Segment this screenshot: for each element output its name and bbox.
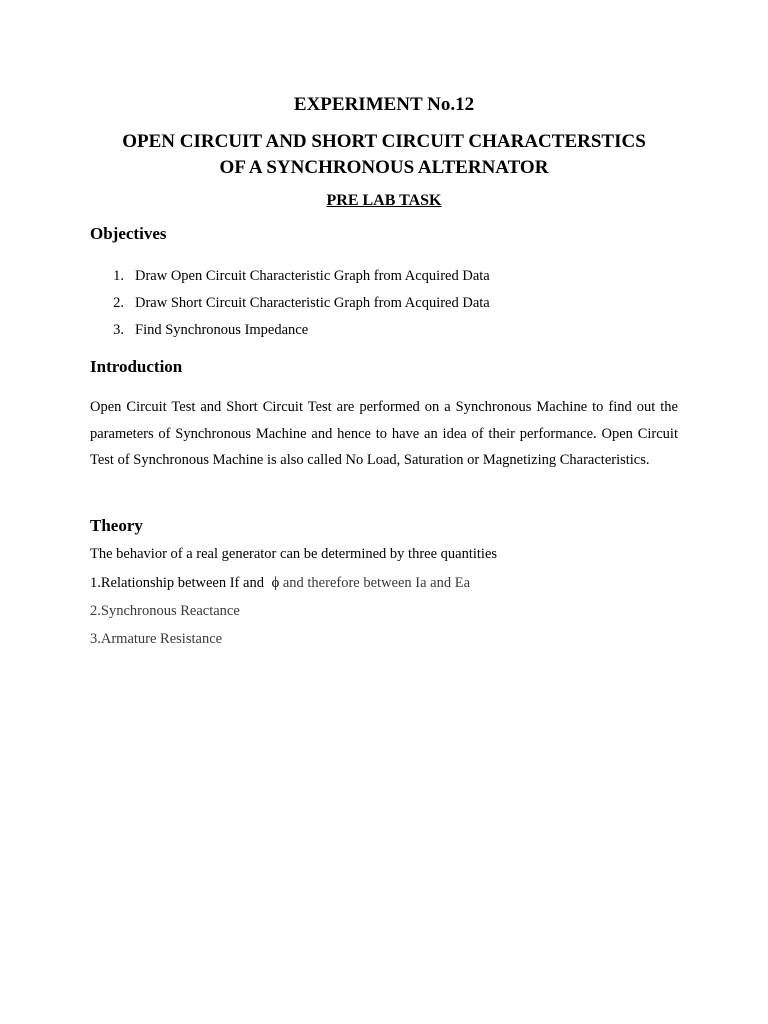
list-item-text: Draw Short Circuit Characteristic Graph from Acquired Data bbox=[135, 295, 490, 311]
objectives-list bbox=[90, 263, 490, 344]
introduction-paragraph: Open Circuit Test and Short Circuit Test are performed on a Synchronous Machine to find out the parameters of Synchronous Machine and hence to have an idea of their performance. Open Circuit Test of Synchronous Machine is also called No Load, Saturation or Magnetizing Characteristics. bbox=[90, 399, 678, 468]
theory-point-2: 2.Synchronous Reactance bbox=[90, 603, 240, 619]
title-line-1: OPEN CIRCUIT AND SHORT CIRCUIT CHARACTERSTICS bbox=[122, 131, 646, 152]
theory-lead-text: The behavior of a real generator can be determined by three quantities bbox=[90, 546, 498, 562]
list-item bbox=[90, 290, 490, 317]
theory-point-1-prefix: 1.Relationship between If and bbox=[90, 575, 268, 591]
list-item-number: 2. bbox=[113, 295, 124, 311]
list-item-text: Find Synchronous Impedance bbox=[135, 322, 309, 338]
objectives-heading: Objectives bbox=[90, 224, 167, 243]
experiment-number: EXPERIMENT No.12 bbox=[293, 94, 475, 115]
title-line-2: OF A SYNCHRONOUS ALTERNATOR bbox=[219, 157, 549, 178]
theory-point-1-suffix: and therefore between Ia and Ea bbox=[279, 575, 471, 591]
document-title bbox=[90, 129, 678, 181]
theory-heading: Theory bbox=[90, 516, 143, 535]
list-item-number: 3. bbox=[113, 322, 124, 338]
phi-symbol: ϕ bbox=[271, 575, 280, 591]
list-item bbox=[90, 263, 490, 290]
list-item bbox=[90, 317, 490, 344]
list-item-text: Draw Open Circuit Characteristic Graph from Acquired Data bbox=[135, 268, 490, 284]
introduction-heading: Introduction bbox=[90, 357, 183, 376]
list-item-number: 1. bbox=[113, 268, 124, 284]
prelab-heading: PRE LAB TASK bbox=[326, 192, 442, 209]
theory-point-3: 3.Armature Resistance bbox=[90, 631, 223, 647]
theory-point-1 bbox=[90, 573, 470, 593]
